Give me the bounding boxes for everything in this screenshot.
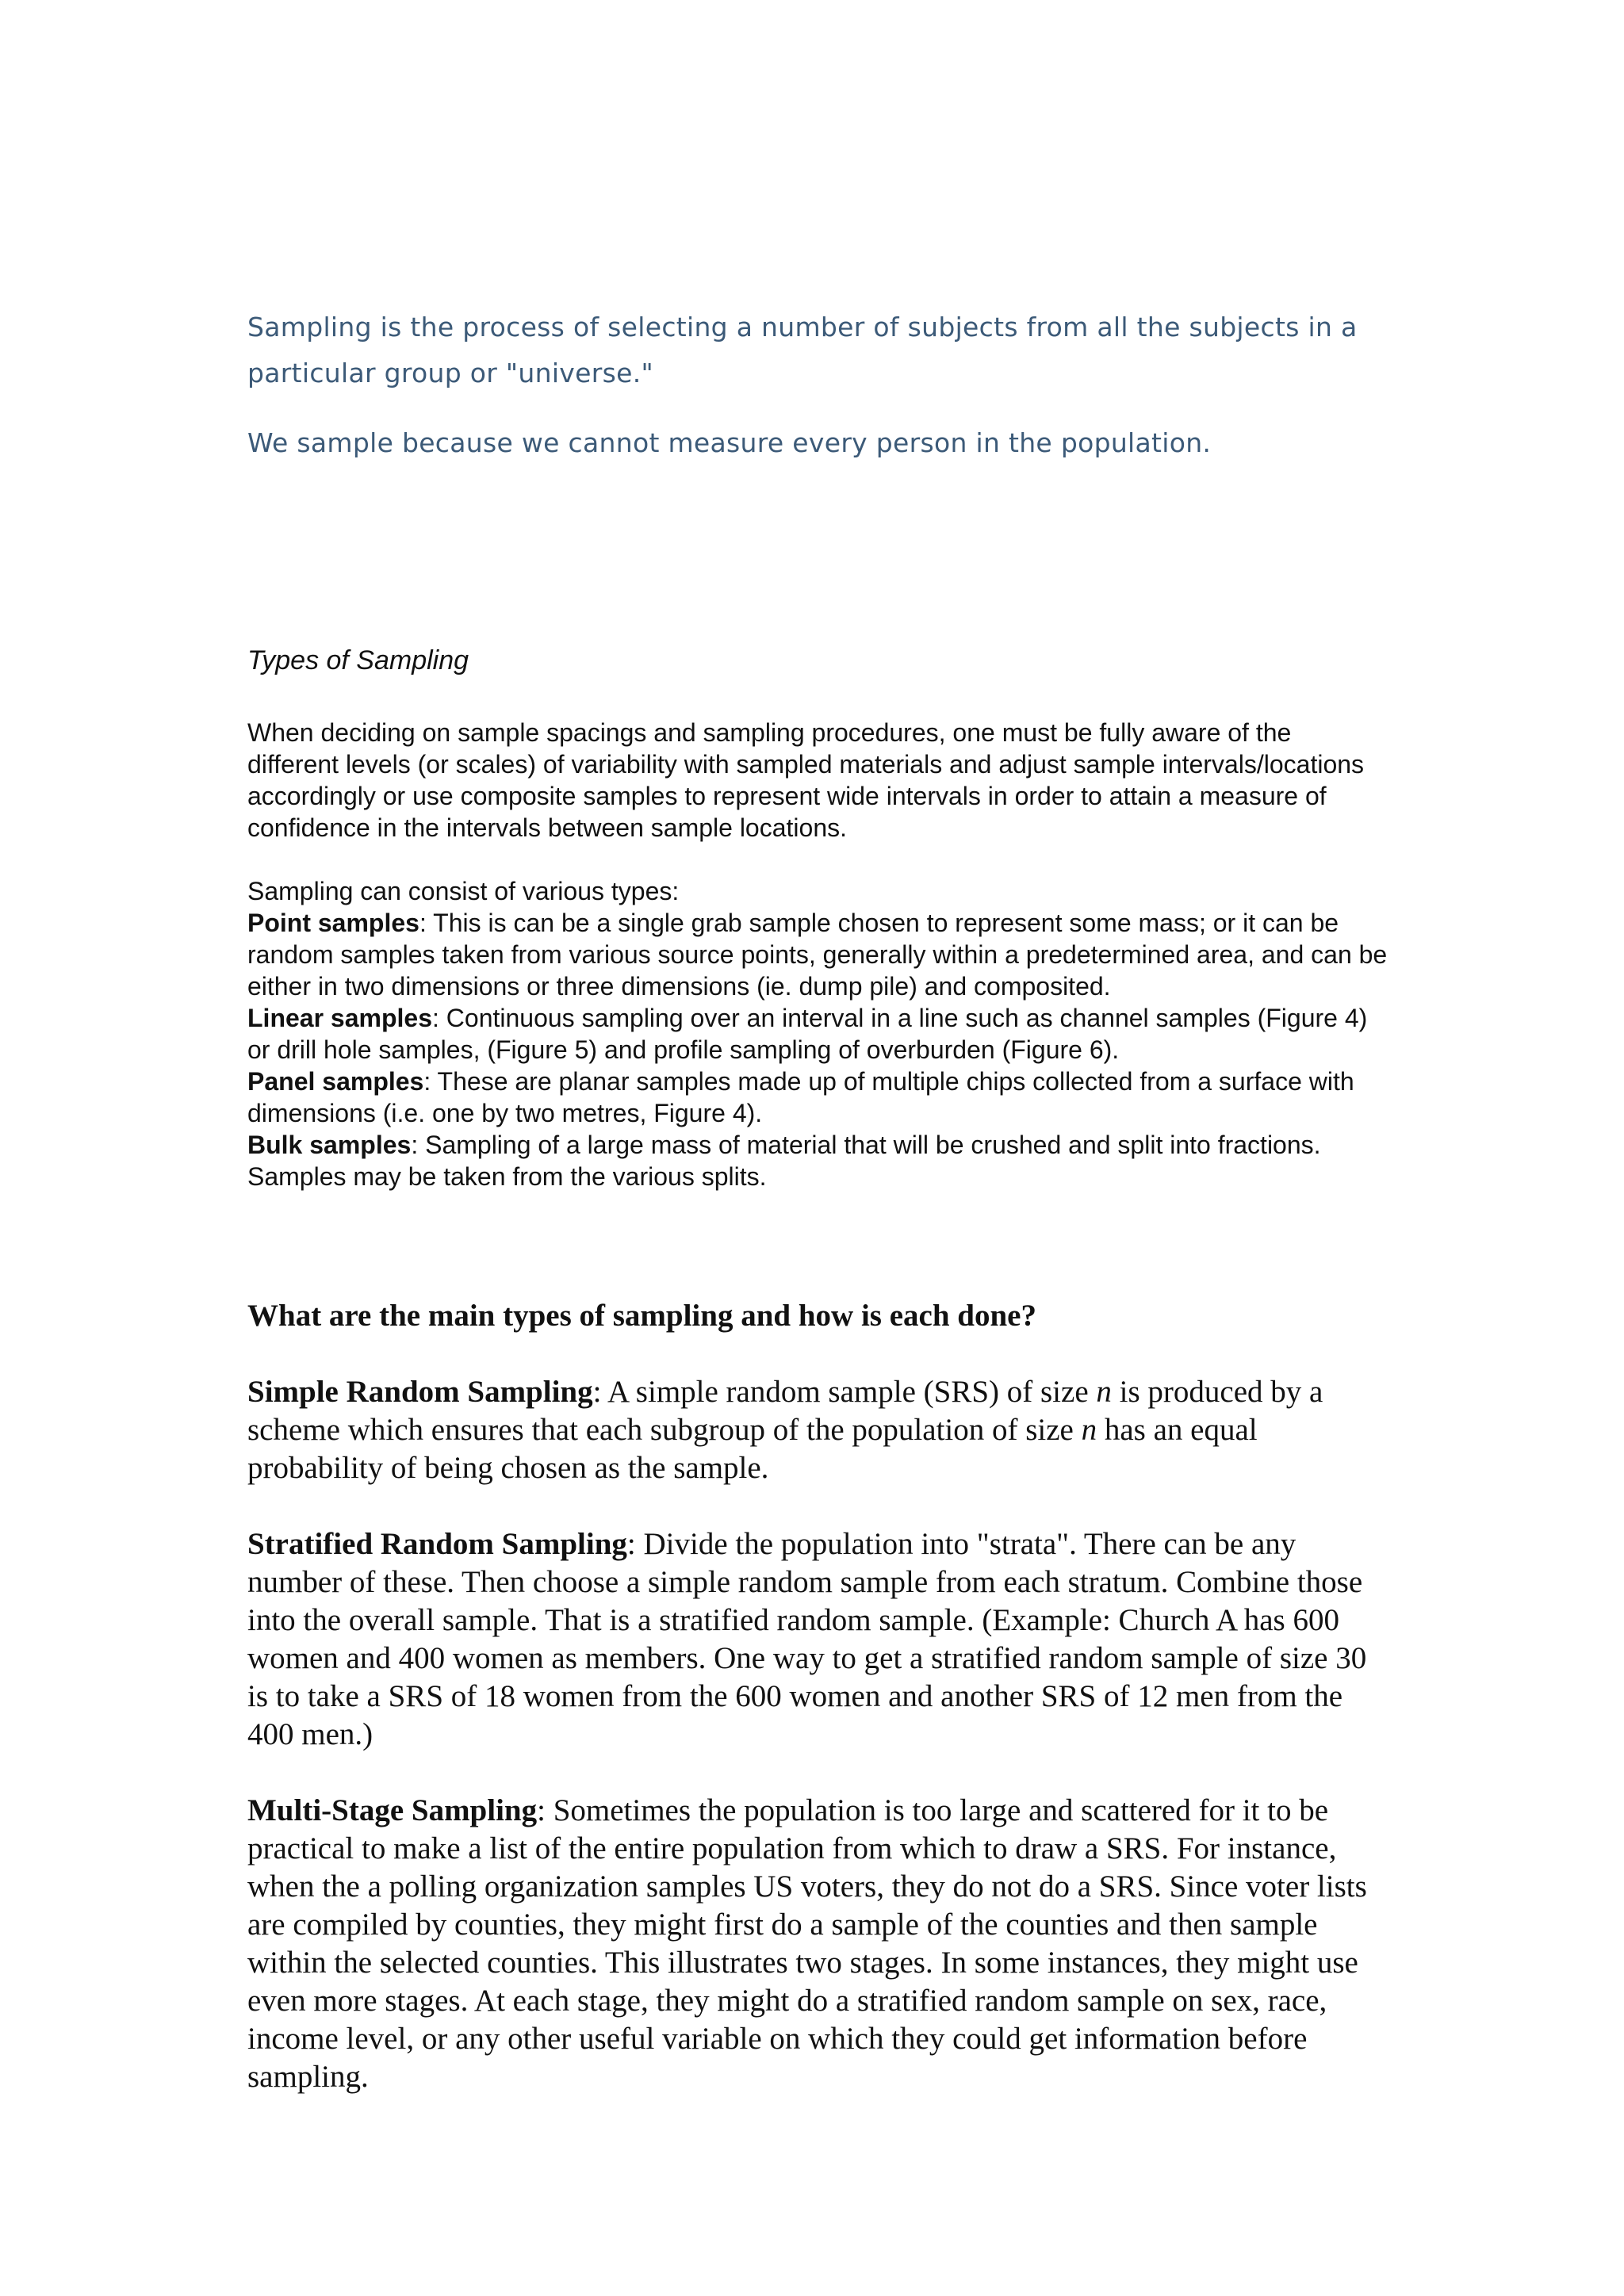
types-of-sampling-body xyxy=(247,717,1389,1192)
intro-paragraph xyxy=(247,304,1389,396)
variable-n: n xyxy=(1096,1375,1112,1409)
types-item-term: Point samples xyxy=(247,909,419,937)
page-content xyxy=(247,304,1389,2094)
multi-stage-sampling-paragraph xyxy=(247,1792,1389,2096)
stratified-random-sampling-term: Stratified Random Sampling xyxy=(247,1527,627,1561)
types-of-sampling-title: Types of Sampling xyxy=(247,645,469,675)
types-item-text: : This is can be a single grab sample chosen to represent some mass; or it can be random samples taken from various source points, generally within a predetermined area, and can be either in two dimensions or three dimensions (ie. dump pile) and composited. xyxy=(247,909,1388,1001)
stratified-random-sampling-paragraph xyxy=(247,1525,1389,1754)
types-item-bulk xyxy=(247,1129,1389,1192)
types-item-text: : These are planar samples made up of multiple chips collected from a surface with dimensions (i.e. one by two metres, Figure 4). xyxy=(247,1067,1354,1127)
types-item-text: : Sampling of a large mass of material that will be crushed and split into fractions. Samples may be taken from the various splits. xyxy=(247,1131,1321,1191)
intro-section xyxy=(247,304,1389,466)
types-item-term: Linear samples xyxy=(247,1004,432,1032)
types-item-panel xyxy=(247,1066,1389,1129)
types-item-text: : Continuous sampling over an interval in a line such as channel samples (Figure 4) or drill hole samples, (Figure 5) and profile sampling of overburden (Figure 6). xyxy=(247,1004,1368,1064)
main-types-section xyxy=(247,1297,1389,2096)
types-paragraph: When deciding on sample spacings and sampling procedures, one must be fully aware of the different levels (or scales) of variability with sampled materials and adjust sample intervals/locations accordingly or use composite samples to represent wide intervals in order to attain a measure of confidence in the intervals between sample locations. xyxy=(247,718,1365,842)
simple-random-sampling-paragraph xyxy=(247,1373,1389,1487)
intro-line-2: particular group or "universe." xyxy=(247,358,653,388)
simple-text-part: has an equal probability of being chosen as the sample. xyxy=(247,1413,1258,1485)
multi-stage-sampling-term: Multi-Stage Sampling xyxy=(247,1793,538,1827)
main-types-heading: What are the main types of sampling and how is each done? xyxy=(247,1299,1036,1333)
simple-random-sampling-term: Simple Random Sampling xyxy=(247,1375,593,1409)
intro-line-1: Sampling is the process of selecting a number of subjects from all the subjects in a xyxy=(247,312,1358,342)
types-item-point xyxy=(247,907,1389,1002)
types-item-linear xyxy=(247,1002,1389,1066)
simple-text-part: is produced by a scheme which ensures that each subgroup of the population of size xyxy=(247,1375,1323,1447)
types-item-term: Bulk samples xyxy=(247,1131,412,1159)
variable-n: n xyxy=(1081,1413,1097,1447)
types-item-term: Panel samples xyxy=(247,1067,424,1096)
stratified-text: : Divide the population into "strata". There can be any number of these. Then choose a simple random sample from each stratum. Combine those into the overall sample. That is a stratified random sample. (Example: Church A has 600 women and 400 women as members. One way to get a stratified random sample of size 30 is to take a SRS of 18 women from the 600 women and another SRS of 12 men from the 400 men.) xyxy=(247,1527,1367,1751)
multistage-text: : Sometimes the population is too large and scattered for it to be practical to make a list of the entire population from which to draw a SRS. For instance, when the a polling organization samples US voters, they do not do a SRS. Since voter lists are compiled by counties, they might first do a sample of the counties and then sample within the selected counties. This illustrates two stages. In some instances, they might use even more stages. At each stage, they might do a stratified random sample on sex, race, income level, or any other useful variable on which they could get information before sampling. xyxy=(247,1793,1367,2094)
simple-text-part: : A simple random sample (SRS) of size xyxy=(592,1375,1097,1409)
intro-line-3: We sample because we cannot measure every person in the population. xyxy=(247,427,1212,458)
types-consist-intro: Sampling can consist of various types: xyxy=(247,877,680,905)
